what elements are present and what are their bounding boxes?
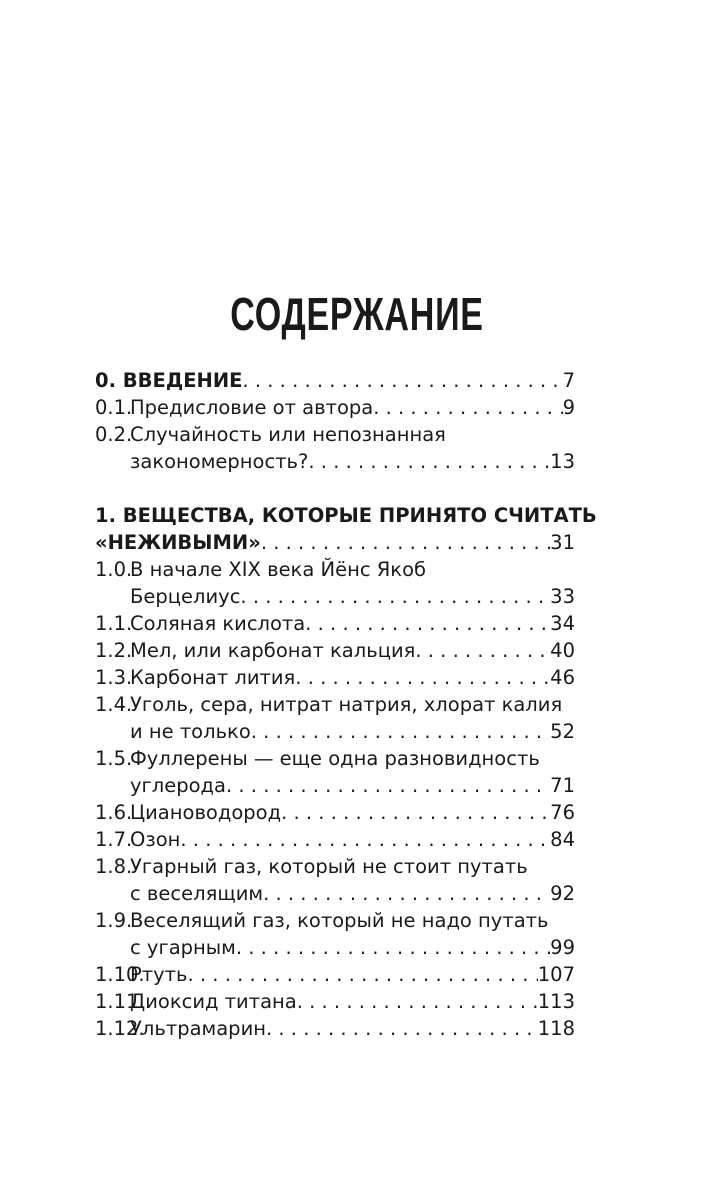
- toc-page-number: 46: [550, 666, 575, 689]
- toc-page-number: 40: [550, 639, 575, 662]
- toc-entry-number: 1.10.: [95, 963, 145, 986]
- toc-entry-title: ВЕЩЕСТВА, КОТОРЫЕ ПРИНЯТО СЧИТАТЬ: [122, 504, 597, 527]
- toc-entry-number: 1.3.: [95, 666, 133, 689]
- toc-line: [95, 664, 575, 691]
- toc-line: [95, 610, 575, 637]
- toc-page-number: 52: [550, 720, 575, 743]
- toc-entry-title: Предисловие от автора: [130, 396, 374, 419]
- dot-leader: [261, 529, 550, 556]
- toc-entry-title: ВВЕДЕНИЕ: [122, 369, 243, 392]
- toc-line: [95, 907, 575, 934]
- toc-entry: [95, 907, 575, 961]
- toc-entry-title: «НЕЖИВЫМИ»: [95, 531, 261, 554]
- toc-chapter-entry: [95, 367, 575, 394]
- toc-entry-title: Случайность или непознанная: [130, 423, 446, 446]
- toc-entry-number: 1.0.: [95, 558, 133, 581]
- toc-entry-number: 1.12.: [95, 1017, 145, 1040]
- toc-entry-title: Угарный газ, который не стоит путать: [130, 855, 528, 878]
- toc-line: [95, 745, 575, 772]
- dot-leader: [373, 394, 562, 421]
- toc-page-number: 118: [537, 1017, 575, 1040]
- toc-line: [95, 718, 575, 745]
- toc-page-number: 84: [550, 828, 575, 851]
- toc-entry: [95, 556, 575, 610]
- toc-page-number: 31: [550, 531, 575, 554]
- toc-entry-title: Карбонат лития: [130, 666, 296, 689]
- toc-line: [95, 583, 575, 610]
- toc-entry: [95, 745, 575, 799]
- toc-line: [95, 421, 575, 448]
- toc-entry-title: и не только: [130, 720, 251, 743]
- toc-entry-title: Ртуть: [130, 963, 188, 986]
- dot-leader: [281, 799, 550, 826]
- table-of-contents: [95, 367, 597, 1042]
- dot-leader: [263, 880, 550, 907]
- dot-leader: [226, 772, 550, 799]
- toc-entry: [95, 610, 575, 637]
- toc-entry-number: 1.: [95, 504, 116, 527]
- toc-entry: [95, 664, 575, 691]
- toc-entry-title: Циановодород: [130, 801, 282, 824]
- toc-page-number: 113: [537, 990, 575, 1013]
- dot-leader: [188, 961, 538, 988]
- toc-entry-number: 1.8.: [95, 855, 133, 878]
- toc-line: [95, 691, 575, 718]
- toc-entry-number: 1.11.: [95, 990, 145, 1013]
- toc-entry-title: Соляная кислота: [130, 612, 306, 635]
- toc-entry-title: Озон: [130, 828, 181, 851]
- toc-entry: [95, 637, 575, 664]
- toc-entry-number: 1.9.: [95, 909, 133, 932]
- dot-leader: [415, 637, 550, 664]
- toc-line: [95, 367, 575, 394]
- toc-line: [95, 448, 575, 475]
- toc-entry: [95, 421, 575, 475]
- toc-line: [95, 934, 575, 961]
- toc-entry-title: с веселящим: [130, 882, 264, 905]
- toc-entry-number: 0.1.: [95, 396, 133, 419]
- toc-line: [95, 853, 575, 880]
- dot-leader: [308, 448, 550, 475]
- toc-page-number: 92: [550, 882, 575, 905]
- toc-entry: [95, 853, 575, 907]
- dot-leader: [266, 1015, 538, 1042]
- toc-entry: [95, 826, 575, 853]
- toc-page-number: 13: [550, 450, 575, 473]
- toc-entry-number: 1.1.: [95, 612, 133, 635]
- page-title: СОДЕРЖАНИЕ: [230, 288, 484, 340]
- toc-entry-number: 1.7.: [95, 828, 133, 851]
- toc-entry-number: 0.2.: [95, 423, 133, 446]
- toc-page-number: 107: [537, 963, 575, 986]
- toc-line: [95, 961, 575, 988]
- toc-line: [95, 394, 575, 421]
- toc-page-number: 71: [550, 774, 575, 797]
- toc-line: [95, 556, 575, 583]
- toc-page-number: 9: [562, 396, 575, 419]
- toc-line: [95, 772, 575, 799]
- toc-page-number: 7: [562, 369, 575, 392]
- toc-line: [95, 799, 575, 826]
- toc-entry-title: Берцелиус: [130, 585, 241, 608]
- dot-leader: [297, 988, 538, 1015]
- toc-page-number: 76: [550, 801, 575, 824]
- toc-entry-title: Уголь, сера, нитрат натрия, хлорат калия: [130, 693, 563, 716]
- toc-entry: [95, 988, 575, 1015]
- toc-line: [95, 826, 575, 853]
- toc-entry: [95, 1015, 575, 1042]
- toc-page-number: 34: [550, 612, 575, 635]
- toc-entry: [95, 961, 575, 988]
- toc-entry-title: закономерность?: [130, 450, 309, 473]
- toc-entry-title: Диоксид титана: [130, 990, 297, 1013]
- toc-page-number: 99: [550, 936, 575, 959]
- toc-entry-number: 1.4.: [95, 693, 133, 716]
- toc-entry: [95, 394, 575, 421]
- dot-leader: [240, 583, 550, 610]
- toc-entry: [95, 799, 575, 826]
- toc-line: [95, 1015, 575, 1042]
- toc-entry: [95, 691, 575, 745]
- toc-chapter-entry: [95, 502, 597, 556]
- toc-entry-number: 1.6.: [95, 801, 133, 824]
- toc-entry-number: 1.5.: [95, 747, 133, 770]
- dot-leader: [180, 826, 550, 853]
- toc-line: [95, 988, 575, 1015]
- toc-entry-title: В начале XIX века Йёнс Якоб: [130, 558, 427, 581]
- toc-line: [95, 880, 575, 907]
- toc-entry-title: с угарным: [130, 936, 236, 959]
- toc-page-number: 33: [550, 585, 575, 608]
- dot-leader: [236, 934, 550, 961]
- toc-line: [95, 529, 575, 556]
- dot-leader: [242, 367, 562, 394]
- toc-entry-number: 1.2.: [95, 639, 133, 662]
- toc-entry-title: Фуллерены — еще одна разновидность: [130, 747, 540, 770]
- toc-entry-title: Мел, или карбонат кальция: [130, 639, 416, 662]
- dot-leader: [305, 610, 550, 637]
- dot-leader: [295, 664, 550, 691]
- toc-entry-title: Веселящий газ, который не надо путать: [130, 909, 549, 932]
- toc-entry-number: 0.: [95, 369, 116, 392]
- dot-leader: [251, 718, 550, 745]
- toc-entry-title: углерода: [130, 774, 226, 797]
- toc-entry-title: Ультрамарин: [130, 1017, 266, 1040]
- toc-line: [95, 502, 597, 529]
- toc-line: [95, 637, 575, 664]
